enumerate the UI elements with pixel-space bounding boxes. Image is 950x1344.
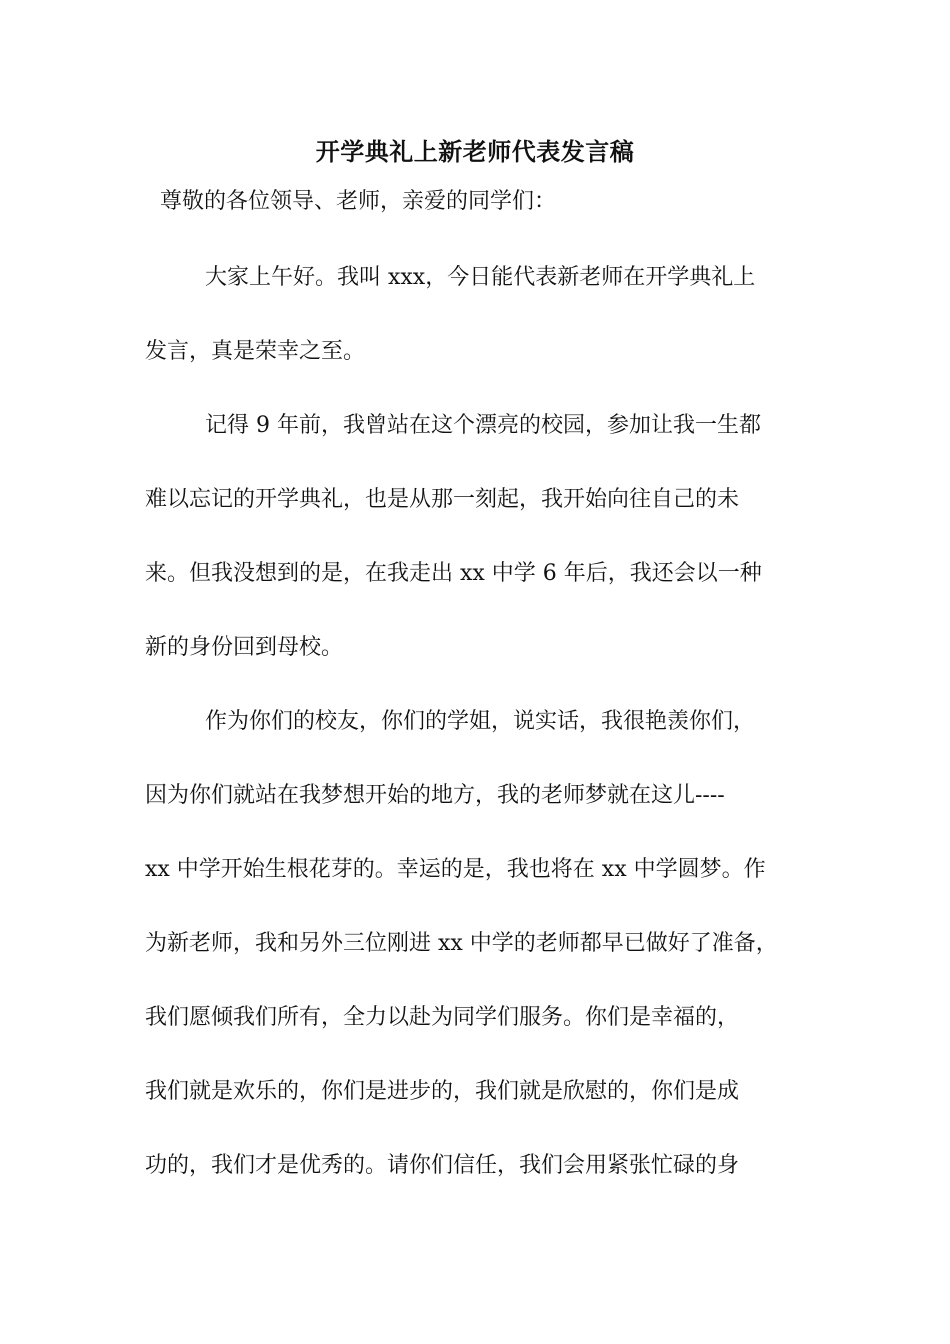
- paragraph-line: 作为你们的校友，你们的学姐，说实话，我很艳羡你们，: [205, 709, 756, 734]
- paragraph-line: 因为你们就站在我梦想开始的地方，我的老师梦就在这儿----: [145, 783, 725, 808]
- paragraph-line: 大家上午好。我叫 xxx，今日能代表新老师在开学典礼上: [205, 265, 756, 290]
- paragraph-line: xx 中学开始生根花芽的。幸运的是，我也将在 xx 中学圆梦。作: [145, 857, 766, 882]
- paragraph-line: 难以忘记的开学典礼，也是从那一刻起，我开始向往自己的未: [145, 487, 740, 512]
- paragraph-line: 发言，真是荣幸之至。: [145, 339, 366, 364]
- paragraph-line: 来。但我没想到的是，在我走出 xx 中学 6 年后，我还会以一种: [145, 561, 762, 586]
- document-title: 开学典礼上新老师代表发言稿: [315, 137, 635, 166]
- paragraph-line: 为新老师，我和另外三位刚进 xx 中学的老师都早已做好了准备，: [145, 931, 778, 956]
- paragraph-line: 记得 9 年前，我曾站在这个漂亮的校园，参加让我一生都: [205, 413, 761, 438]
- paragraph-line: 我们愿倾我们所有，全力以赴为同学们服务。你们是幸福的，: [145, 1005, 740, 1030]
- salutation: 尊敬的各位领导、老师，亲爱的同学们：: [160, 189, 557, 214]
- paragraph-line: 新的身份回到母校。: [145, 635, 344, 660]
- paragraph-line: 我们就是欢乐的，你们是进步的，我们就是欣慰的，你们是成: [145, 1079, 740, 1104]
- paragraph-line: 功的，我们才是优秀的。请你们信任，我们会用紧张忙碌的身: [145, 1153, 740, 1178]
